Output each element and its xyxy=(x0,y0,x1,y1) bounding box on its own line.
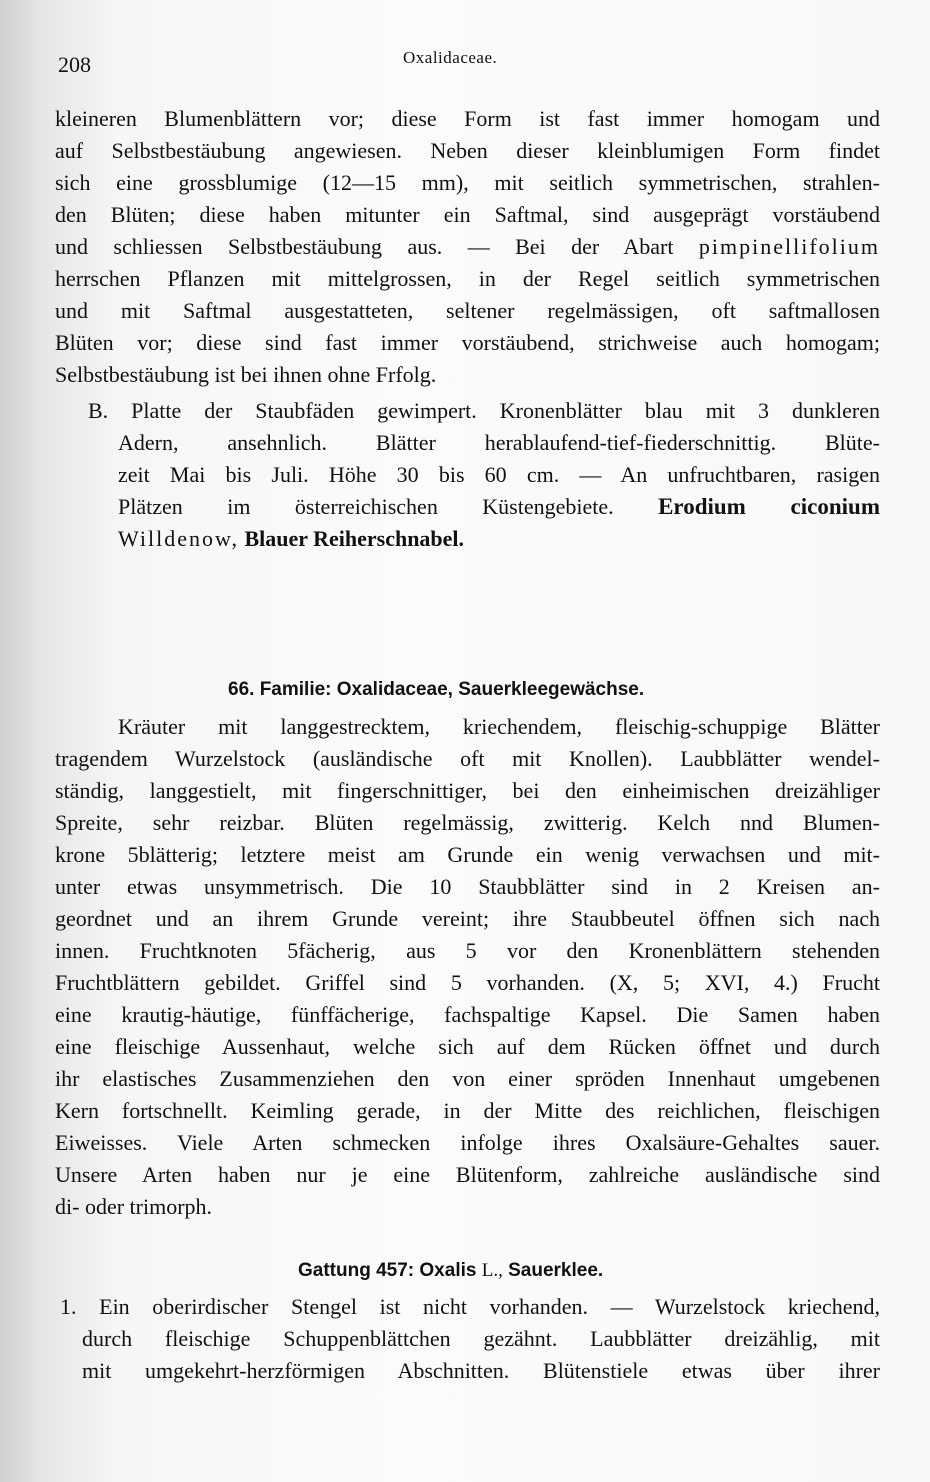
text-line: Selbstbestäubung ist bei ihnen ohne Frfolg. xyxy=(55,362,437,387)
text-line: tragendem Wurzelstock (ausländische oft mit Knollen). Laubblätter wendel- xyxy=(55,746,880,771)
text-line: Unsere Arten haben nur je eine Blütenform, zahlreiche ausländische sind xyxy=(55,1162,880,1187)
genus-heading xyxy=(298,1260,603,1282)
page-number: 208 xyxy=(58,52,91,77)
text-line: Eiweisses. Viele Arten schmecken infolge ihres Oxalsäure-Gehaltes sauer. xyxy=(55,1130,880,1155)
text-line: Kern fortschnellt. Keimling gerade, in der Mitte des reichlichen, fleischigen xyxy=(55,1098,880,1123)
text-line: eine krautig-häutige, fünffächerige, fachspaltige Kapsel. Die Samen haben xyxy=(55,1002,880,1027)
text-line: durch fleischige Schuppenblättchen gezähnt. Laubblätter dreizählig, mit xyxy=(82,1326,880,1351)
text-line: herrschen Pflanzen mit mittelgrossen, in der Regel seitlich symmetrischen xyxy=(55,266,880,291)
running-head: Oxalidaceae. xyxy=(403,48,498,67)
genus-common-name: Sauerklee. xyxy=(508,1260,604,1281)
common-name: Blauer Reiherschnabel. xyxy=(244,526,465,551)
text-line: B. Platte der Staubfäden gewimpert. Kronenblätter blau mit 3 dunkleren xyxy=(88,398,880,423)
genus-author: L., xyxy=(481,1260,503,1281)
author-name: Willdenow, xyxy=(118,526,239,551)
text-line: mit umgekehrt-herzförmigen Abschnitten. Blütenstiele etwas über ihrer xyxy=(82,1358,880,1383)
text-line: 1. Ein oberirdischer Stengel ist nicht vorhanden. — Wurzelstock kriechend, xyxy=(60,1294,880,1319)
text-span: und schliessen Selbstbestäubung aus. — Bei der Abart xyxy=(55,234,674,259)
text-line: kleineren Blumenblättern vor; diese Form ist fast immer homogam und xyxy=(55,106,880,131)
text-line xyxy=(118,492,880,522)
text-line: ständig, langgestielt, mit fingerschnittiger, bei den einheimischen dreizähliger xyxy=(55,778,880,803)
text-line: Kräuter mit langgestrecktem, kriechendem, fleischig-schuppige Blätter xyxy=(118,714,880,739)
text-line: innen. Fruchtknoten 5fächerig, aus 5 vor den Kronenblättern stehenden xyxy=(55,938,880,963)
text-line: Spreite, sehr reizbar. Blüten regelmässig, zwitterig. Kelch nnd Blumen- xyxy=(55,810,880,835)
text-line xyxy=(55,232,880,262)
family-heading: 66. Familie: Oxalidaceae, Sauerkleegewächse. xyxy=(228,679,645,700)
text-line: di- oder trimorph. xyxy=(55,1194,213,1219)
text-line: ihr elastisches Zusammenziehen den von einer spröden Innenhaut umgebenen xyxy=(55,1066,880,1091)
text-line: Adern, ansehnlich. Blätter herablaufend-tief-fiederschnittig. Blüte- xyxy=(118,430,880,455)
variety-name: pimpinellifolium xyxy=(698,234,880,259)
text-line: Blüten vor; diese sind fast immer vorstäubend, strichweise auch homogam; xyxy=(55,330,880,355)
text-line: geordnet und an ihrem Grunde vereint; ihre Staubbeutel öffnen sich nach xyxy=(55,906,880,931)
text-line: zeit Mai bis Juli. Höhe 30 bis 60 cm. — An unfruchtbaren, rasigen xyxy=(118,462,880,487)
text-line xyxy=(118,524,880,554)
text-line: unter etwas unsymmetrisch. Die 10 Staubblätter sind in 2 Kreisen an- xyxy=(55,874,880,899)
genus-name: Gattung 457: Oxalis xyxy=(298,1260,477,1281)
text-span: Plätzen im österreichischen Küstengebiete. xyxy=(118,494,614,519)
text-line: auf Selbstbestäubung angewiesen. Neben dieser kleinblumigen Form findet xyxy=(55,138,880,163)
text-line: und mit Saftmal ausgestatteten, seltener regelmässigen, oft saftmallosen xyxy=(55,298,880,323)
text-line: Fruchtblättern gebildet. Griffel sind 5 vorhanden. (X, 5; XVI, 4.) Frucht xyxy=(55,970,880,995)
text-line: krone 5blätterig; letztere meist am Grunde ein wenig verwachsen und mit- xyxy=(55,842,880,867)
text-line: den Blüten; diese haben mitunter ein Saftmal, sind ausgeprägt vorstäubend xyxy=(55,202,880,227)
species-name: Erodium ciconium xyxy=(658,494,880,519)
text-line: sich eine grossblumige (12—15 mm), mit seitlich symmetrischen, strahlen- xyxy=(55,170,880,195)
text-line: eine fleischige Aussenhaut, welche sich auf dem Rücken öffnet und durch xyxy=(55,1034,880,1059)
